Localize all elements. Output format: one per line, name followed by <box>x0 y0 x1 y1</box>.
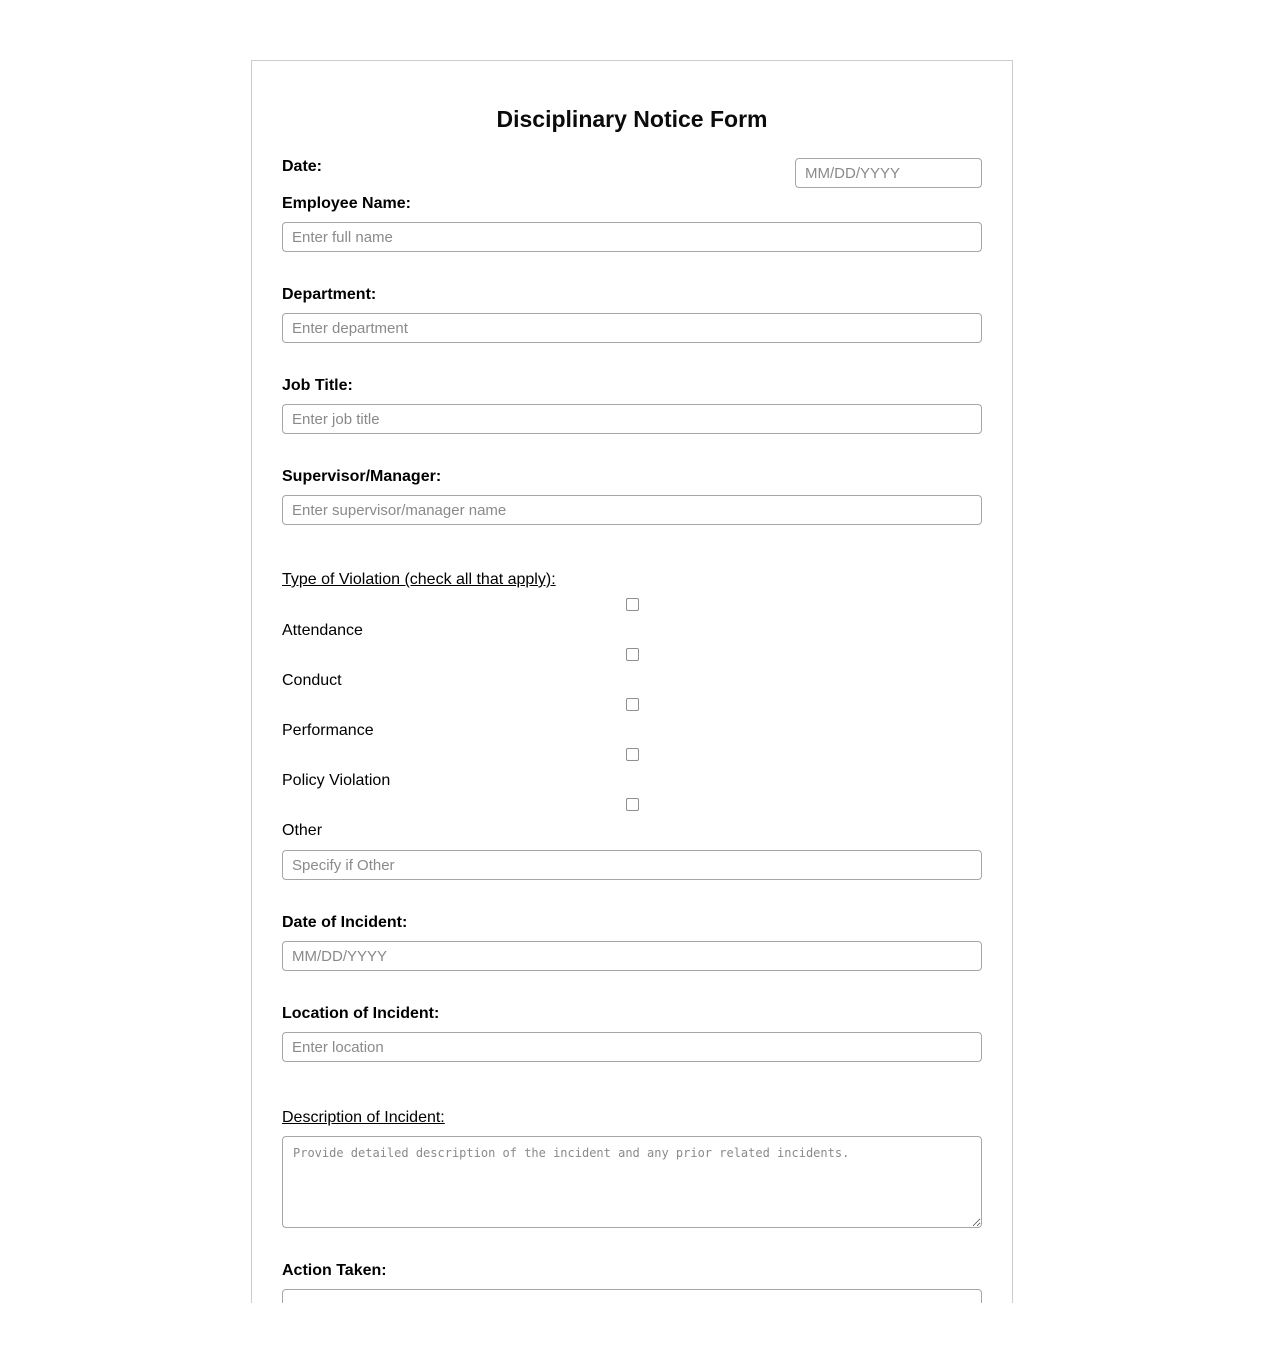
description-of-incident-group <box>282 1108 982 1228</box>
action-taken-input[interactable] <box>282 1289 982 1303</box>
date-field-row <box>282 158 982 188</box>
specify-other-field <box>282 850 982 880</box>
department-input[interactable] <box>282 313 982 343</box>
department-label: Department: <box>282 286 377 303</box>
other-label: Other <box>282 822 323 839</box>
specify-other-input[interactable] <box>282 850 982 880</box>
date-of-incident-input[interactable] <box>282 941 982 971</box>
date-label: Date: <box>282 158 323 175</box>
policy-violation-checkbox[interactable] <box>626 748 639 761</box>
violation-type-group <box>282 570 982 914</box>
performance-label: Performance <box>282 722 374 739</box>
supervisor-input[interactable] <box>282 495 982 525</box>
conduct-label: Conduct <box>282 672 342 689</box>
date-of-incident-field <box>282 914 982 971</box>
employee-name-field <box>282 195 982 252</box>
date-of-incident-label: Date of Incident: <box>282 914 408 931</box>
conduct-checkbox[interactable] <box>626 648 639 661</box>
form-card <box>251 60 1013 1303</box>
attendance-label: Attendance <box>282 622 363 639</box>
performance-checkbox[interactable] <box>626 698 639 711</box>
job-title-field <box>282 377 982 434</box>
date-input[interactable] <box>795 158 982 188</box>
employee-name-input[interactable] <box>282 222 982 252</box>
location-of-incident-field <box>282 1005 982 1062</box>
violation-option-performance <box>282 698 982 740</box>
supervisor-label: Supervisor/Manager: <box>282 468 442 485</box>
job-title-label: Job Title: <box>282 377 353 394</box>
job-title-input[interactable] <box>282 404 982 434</box>
violation-option-attendance <box>282 598 982 640</box>
attendance-checkbox[interactable] <box>626 598 639 611</box>
department-field <box>282 286 982 343</box>
other-checkbox[interactable] <box>626 798 639 811</box>
violation-option-policy-violation <box>282 748 982 790</box>
location-of-incident-label: Location of Incident: <box>282 1005 440 1022</box>
violation-option-other <box>282 798 982 840</box>
action-taken-field <box>282 1262 982 1303</box>
employee-name-label: Employee Name: <box>282 195 411 212</box>
location-of-incident-input[interactable] <box>282 1032 982 1062</box>
supervisor-field <box>282 468 982 525</box>
page-title: Disciplinary Notice Form <box>496 106 768 132</box>
policy-violation-label: Policy Violation <box>282 772 391 789</box>
description-of-incident-heading: Description of Incident: <box>282 1109 445 1126</box>
violation-type-heading: Type of Violation (check all that apply): <box>282 571 556 588</box>
description-of-incident-textarea[interactable] <box>282 1136 982 1228</box>
action-taken-label: Action Taken: <box>282 1262 387 1279</box>
violation-option-conduct <box>282 648 982 690</box>
